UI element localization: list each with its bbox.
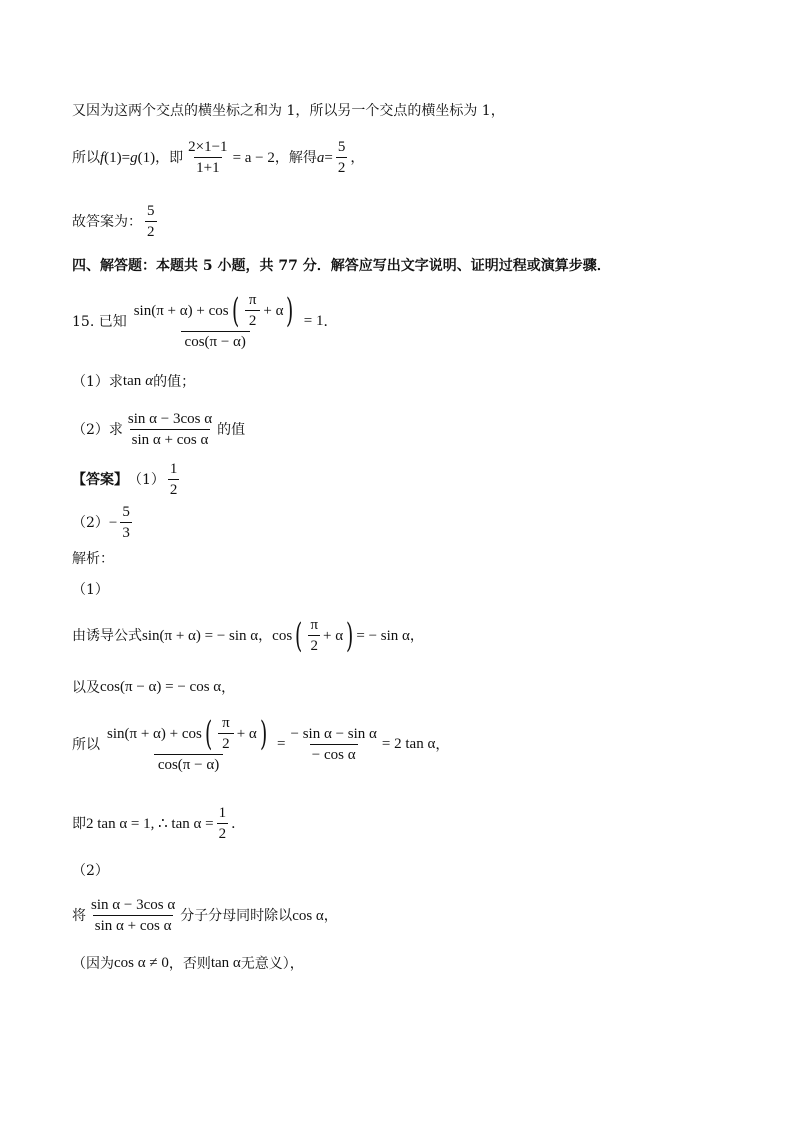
l3-fraction-num: 5 [147,203,155,219]
q15-rhs: = 1 [303,313,324,329]
q15-2-num: sin α − 3cos α [127,411,213,427]
step-1-label-text: （1） [72,582,109,598]
q15-paren: ( $\frac{\pi}{2}$ + α ) [231,291,294,331]
l2-pre: 所以 [72,150,100,166]
l2-fraction-den: 1+1 [194,157,221,176]
q15-two: 2 [245,310,261,329]
l2-fraction-2-num: 5 [337,139,346,155]
l2-p2: (1) [137,149,156,166]
section-heading [72,259,611,273]
d1-end: ， [409,628,424,644]
q15-2-fraction [126,412,214,448]
l2-p1: (1) [104,149,122,166]
d4-a: 2 tan α = 1, ∴ tan α = [86,815,214,832]
l2-fraction-2 [336,140,348,176]
d1-pre: 由诱导公式 [72,628,142,644]
d3-fraction-2-num: − sin α − sin α [290,725,377,742]
l3-pre: 故答案为： [72,214,142,230]
d3-numerator [103,716,274,754]
answer-1-fraction [168,462,180,498]
d5-end: ， [323,908,338,924]
q15-pre: 15. 已知 [72,313,127,330]
d3-num-a: sin(π + α) + cos [107,725,202,742]
d1-pi: π [310,617,319,633]
l2-f: f [100,149,105,166]
l2-end: ， [350,150,365,166]
d1-a: sin(π + α) = − sin α [142,627,259,644]
analysis-label [72,552,114,566]
d1-b: = − sin α [356,627,410,644]
answer-2-num: 5 [122,504,130,520]
answer-2-den: 3 [120,522,132,541]
l2-fraction-num: 2×1−1 [188,139,228,155]
d6-b: tan α [210,955,241,971]
q15-1-post: 的值； [153,373,196,390]
answer-2 [72,505,135,541]
d4-pre: 即 [72,816,86,832]
question-15-part-1 [72,374,195,389]
q15-denominator: cos(π − α) [181,331,250,350]
line-1-text: 又因为这两个交点的横坐标之和为 1，所以另一个交点的横坐标为 1， [72,103,505,119]
l3-fraction [145,204,157,240]
text-line-3 [72,204,160,240]
answer-label: 【答案】 [72,472,128,488]
d3-fraction-2-den: − cos α [310,744,358,763]
q15-1-pre: （1）求 [72,373,123,390]
q15-num-a: sin(π + α) + cos [133,302,229,319]
d6-mid: ，否则 [168,955,211,972]
text-line-2 [72,140,364,176]
d4-fraction [217,806,229,842]
d3-pre: 所以 [72,736,100,753]
q15-2-pre: （2）求 [72,422,123,438]
answer-2-neg: − [108,514,118,531]
l3-fraction-den: 2 [145,221,157,240]
derivation-line-3 [72,716,449,773]
d3-pi: π [222,715,230,731]
l2-eq: = [121,149,131,166]
d4-num: 1 [218,805,227,821]
l2-a: a [316,149,325,166]
d6-post: 无意义）， [240,955,304,972]
d1-two: 2 [308,635,320,654]
derivation-line-5 [72,898,338,934]
d5-pre: 将 [72,908,86,924]
step-2-label [72,864,109,878]
derivation-line-2 [72,680,235,695]
answer-1 [72,462,182,498]
d3-rhs: = 2 tan α [381,736,436,752]
d1-pi-over-2 [308,618,320,654]
d2-a: cos(π − α) = − cos α [100,679,222,695]
answer-2-fraction [120,505,132,541]
l2-sol: ，解得 [274,150,317,166]
d4-end: ． [231,816,246,832]
q15-2-den: sin α + cos α [130,429,211,448]
q15-fraction [130,293,301,350]
d6-a: cos α ≠ 0 [114,955,169,971]
d3-end: ， [435,736,450,753]
q15-1-alpha: α [145,373,154,389]
question-15-part-2 [72,412,245,448]
d3-fraction-2 [289,727,379,763]
q15-plus-alpha: + α [263,302,284,319]
d5-mid: 分子分母同时除以 [180,908,293,924]
q15-numerator [130,293,301,331]
d1-cos: cos [272,627,293,644]
d2-pre: 以及 [72,679,100,696]
l2-comma: ，即 [155,150,184,166]
derivation-line-1 [72,618,424,654]
derivation-line-4 [72,806,245,842]
d1-plus-alpha: + α [323,627,344,644]
l2-fraction [186,140,229,176]
q15-1-tan: tan [122,373,142,389]
step-2-label-text: （2） [72,863,109,879]
question-15 [72,293,337,350]
q15-pi: π [248,292,257,308]
l2-g: g [130,149,138,166]
step-1-label [72,583,109,597]
d5-cos: cos α [292,907,324,924]
answer-1-den: 2 [168,479,180,498]
answer-1-num: 1 [169,461,178,477]
d3-denominator: cos(π − α) [154,754,223,773]
d5-fraction [89,898,177,934]
d3-paren: ( $\frac{\pi}{2}$ + α ) [204,714,268,754]
q15-pi-over-2 [245,293,261,329]
d1-paren: ( $\frac{\pi}{2}$ + α ) [295,616,354,656]
d3-pi-over-2 [218,716,234,752]
d1-comma: ， [258,628,273,644]
d5-num: sin α − 3cos α [91,897,176,913]
d3-plus-alpha: + α [236,725,257,742]
d5-den: sin α + cos α [93,915,174,934]
d2-end: ， [221,679,236,696]
analysis-label-text: 解析： [72,551,114,567]
l2-rhs: = a − 2 [232,149,275,166]
d6-pre: （因为 [72,955,114,972]
d3-two: 2 [218,733,234,752]
d4-den: 2 [217,823,229,842]
d3-fraction [103,716,274,773]
answer-2-pre: （2） [72,515,109,531]
answer-1-pre: （1） [128,472,165,488]
l2-fraction-2-den: 2 [336,157,348,176]
l2-eq2: = [324,149,333,166]
section-heading-text: 四、解答题：本题共 5 小题，共 77 分．解答应写出文字说明、证明过程或演算步骤． [72,258,611,274]
q15-end: ． [323,313,338,330]
q15-2-post: 的值 [217,422,246,438]
derivation-line-6 [72,956,304,971]
text-line-1 [72,104,505,118]
d3-eq: = [277,736,286,752]
